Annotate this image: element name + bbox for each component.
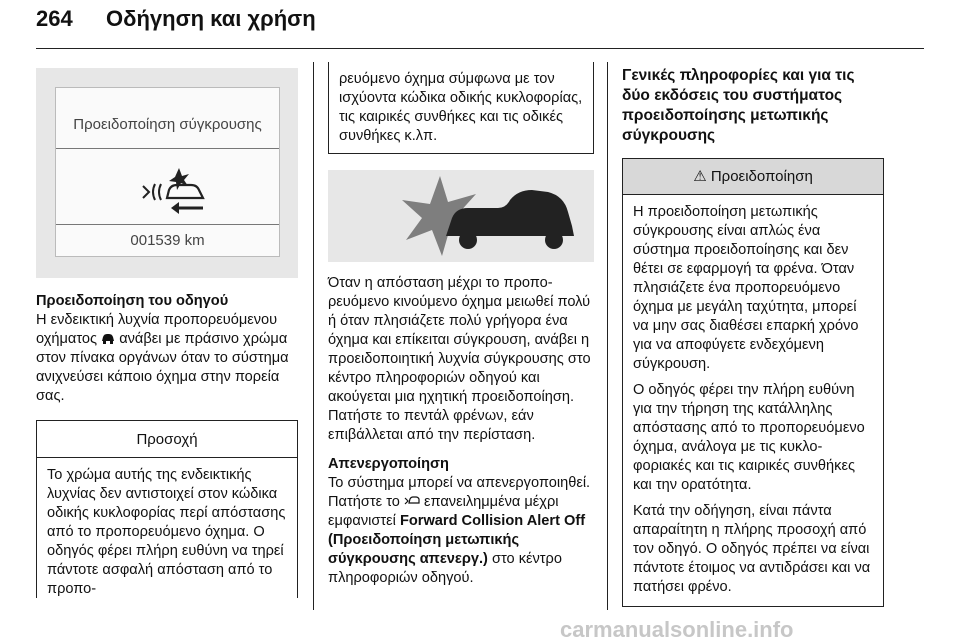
odometer-reading: 001539 km <box>130 232 205 249</box>
page-number: 264 <box>36 6 73 31</box>
display-title: Προειδοποίηση σύγκρουσης <box>73 116 262 133</box>
paragraph-text: ανάβει με πράσινο χρώμα στον πίνακα οργάνων όταν το σύστημα ανιχνεύσει κάποιο όχημα στην πορεία σας. <box>36 331 289 404</box>
collision-alert-icon <box>141 166 213 222</box>
driver-alert-paragraph <box>36 311 298 406</box>
column-right <box>622 66 884 607</box>
paragraph-text: επανειλημμένα μέχρι εμφανιστεί <box>328 494 559 529</box>
caution-box-continued <box>328 62 594 154</box>
caution-text: Το χρώμα αυτής της ενδεικτικής λυχνίας δεν αντιστοιχεί στον κώδικα οδικής κυκλοφορίας περί απόστασης από το προπορευόμενο όχημα. Ο οδηγός φέρει πλήρη ευθύνη να τηρεί πάντοτε ασφαλή απόσταση από το προπο- <box>47 467 286 597</box>
warning-paragraph: Κατά την οδήγηση, είναι πάντα απαραίτητη η πλήρης προσοχή από τον οδηγό. Ο οδηγός πρέπει να είναι πάντοτε έτοιμος να αντιδράσει και να πατήσει φρένο. <box>633 503 871 595</box>
display-screen <box>55 87 280 257</box>
column-left <box>36 292 298 598</box>
paragraph-text: στο κέντρο πληροφοριών οδηγού. <box>328 551 562 586</box>
warning-paragraph: Ο οδηγός φέρει την πλήρη ευθύνη για την τήρηση της κατάλληλης απόστασης από το προπορευόμενο όχημα, ανάλογα με τις κυκλοφοριακές και τις καιρικές συνθήκες και την ορατότητα. <box>633 382 865 493</box>
paragraph-text: Το σύστημα μπορεί να απενεργοποιηθεί. Πατήστε το <box>328 475 591 510</box>
general-info-heading: Γενικές πληροφορίες και για τις δύο εκδόσεις του συστήματος προειδοποίησης μετωπικής σύγκρουσης <box>622 67 855 144</box>
page-header <box>36 0 924 49</box>
caution-title: Προσοχή <box>37 421 297 458</box>
watermark: carmanualsonline.info <box>560 617 794 642</box>
column-divider <box>607 62 608 610</box>
warning-body <box>623 195 883 606</box>
driver-alert-heading: Προειδοποίηση του οδηγού <box>36 293 229 309</box>
column-middle <box>328 268 594 588</box>
warning-paragraph: Η προειδοποίηση μετωπικής σύγκρουσης είναι απλώς ένα σύστημα προειδοποίησης και δεν θέτει σε εφαρμογή τα φρένα. Όταν πλησιάζετε ένα προπορευόμενο όχημα με μεγάλη ταχύτητα, μπορεί να μην σας διαθέσει επαρκή χρόνο για να αποφύγετε ενδεχόμενη σύγκρουση. <box>633 204 859 372</box>
menu-message-text: Forward Collision Alert Off (Προειδοποίηση μετωπικής σύγκρουσης απενεργ.) <box>328 513 586 567</box>
display-divider <box>56 224 279 225</box>
warning-box <box>622 158 884 607</box>
column-divider <box>313 62 314 610</box>
deactivation-heading: Απενεργοποίηση <box>328 456 449 472</box>
caution-box <box>36 420 298 598</box>
warning-title: Προειδοποίηση <box>710 168 813 185</box>
vehicle-ahead-button-icon <box>404 494 420 508</box>
warning-icon: ⚠ <box>693 168 707 185</box>
display-divider <box>56 148 279 149</box>
paragraph-text: Η ενδεικτική λυχνία προπορευόμενου οχήματος <box>36 312 278 347</box>
collision-display-figure <box>36 68 298 278</box>
page-title: Οδήγηση και χρήση <box>106 6 316 31</box>
vehicle-ahead-icon <box>101 333 115 345</box>
collision-star-car-icon <box>328 170 594 262</box>
collision-illustration <box>328 170 594 262</box>
warning-header <box>623 159 883 195</box>
collision-warning-paragraph: Όταν η απόσταση μέχρι το προπορευόμενο κινούμενο όχημα μειωθεί πολύ ή όταν πλησιάζετε πολύ γρήγορα ένα όχημα και επίκειται σύγκρουση, ανάβει η προειδοποιητική λυχνία σύγκρουσης στο κέντρο πληροφοριών οδηγού και ακούγεται μια ηχητική προειδοποίηση. Πατήστε το πεντάλ φρένων, εάν επιβάλλεται από την περίσταση. <box>328 275 591 443</box>
deactivation-paragraph <box>328 474 594 588</box>
caution-continued-text: ρευόμενο όχημα σύμφωνα με τον ισχύοντα κώδικα οδικής κυκλοφορίας, τις καιρικές συνθήκες και τις οδικές συνθήκες κ.λπ. <box>339 71 583 144</box>
